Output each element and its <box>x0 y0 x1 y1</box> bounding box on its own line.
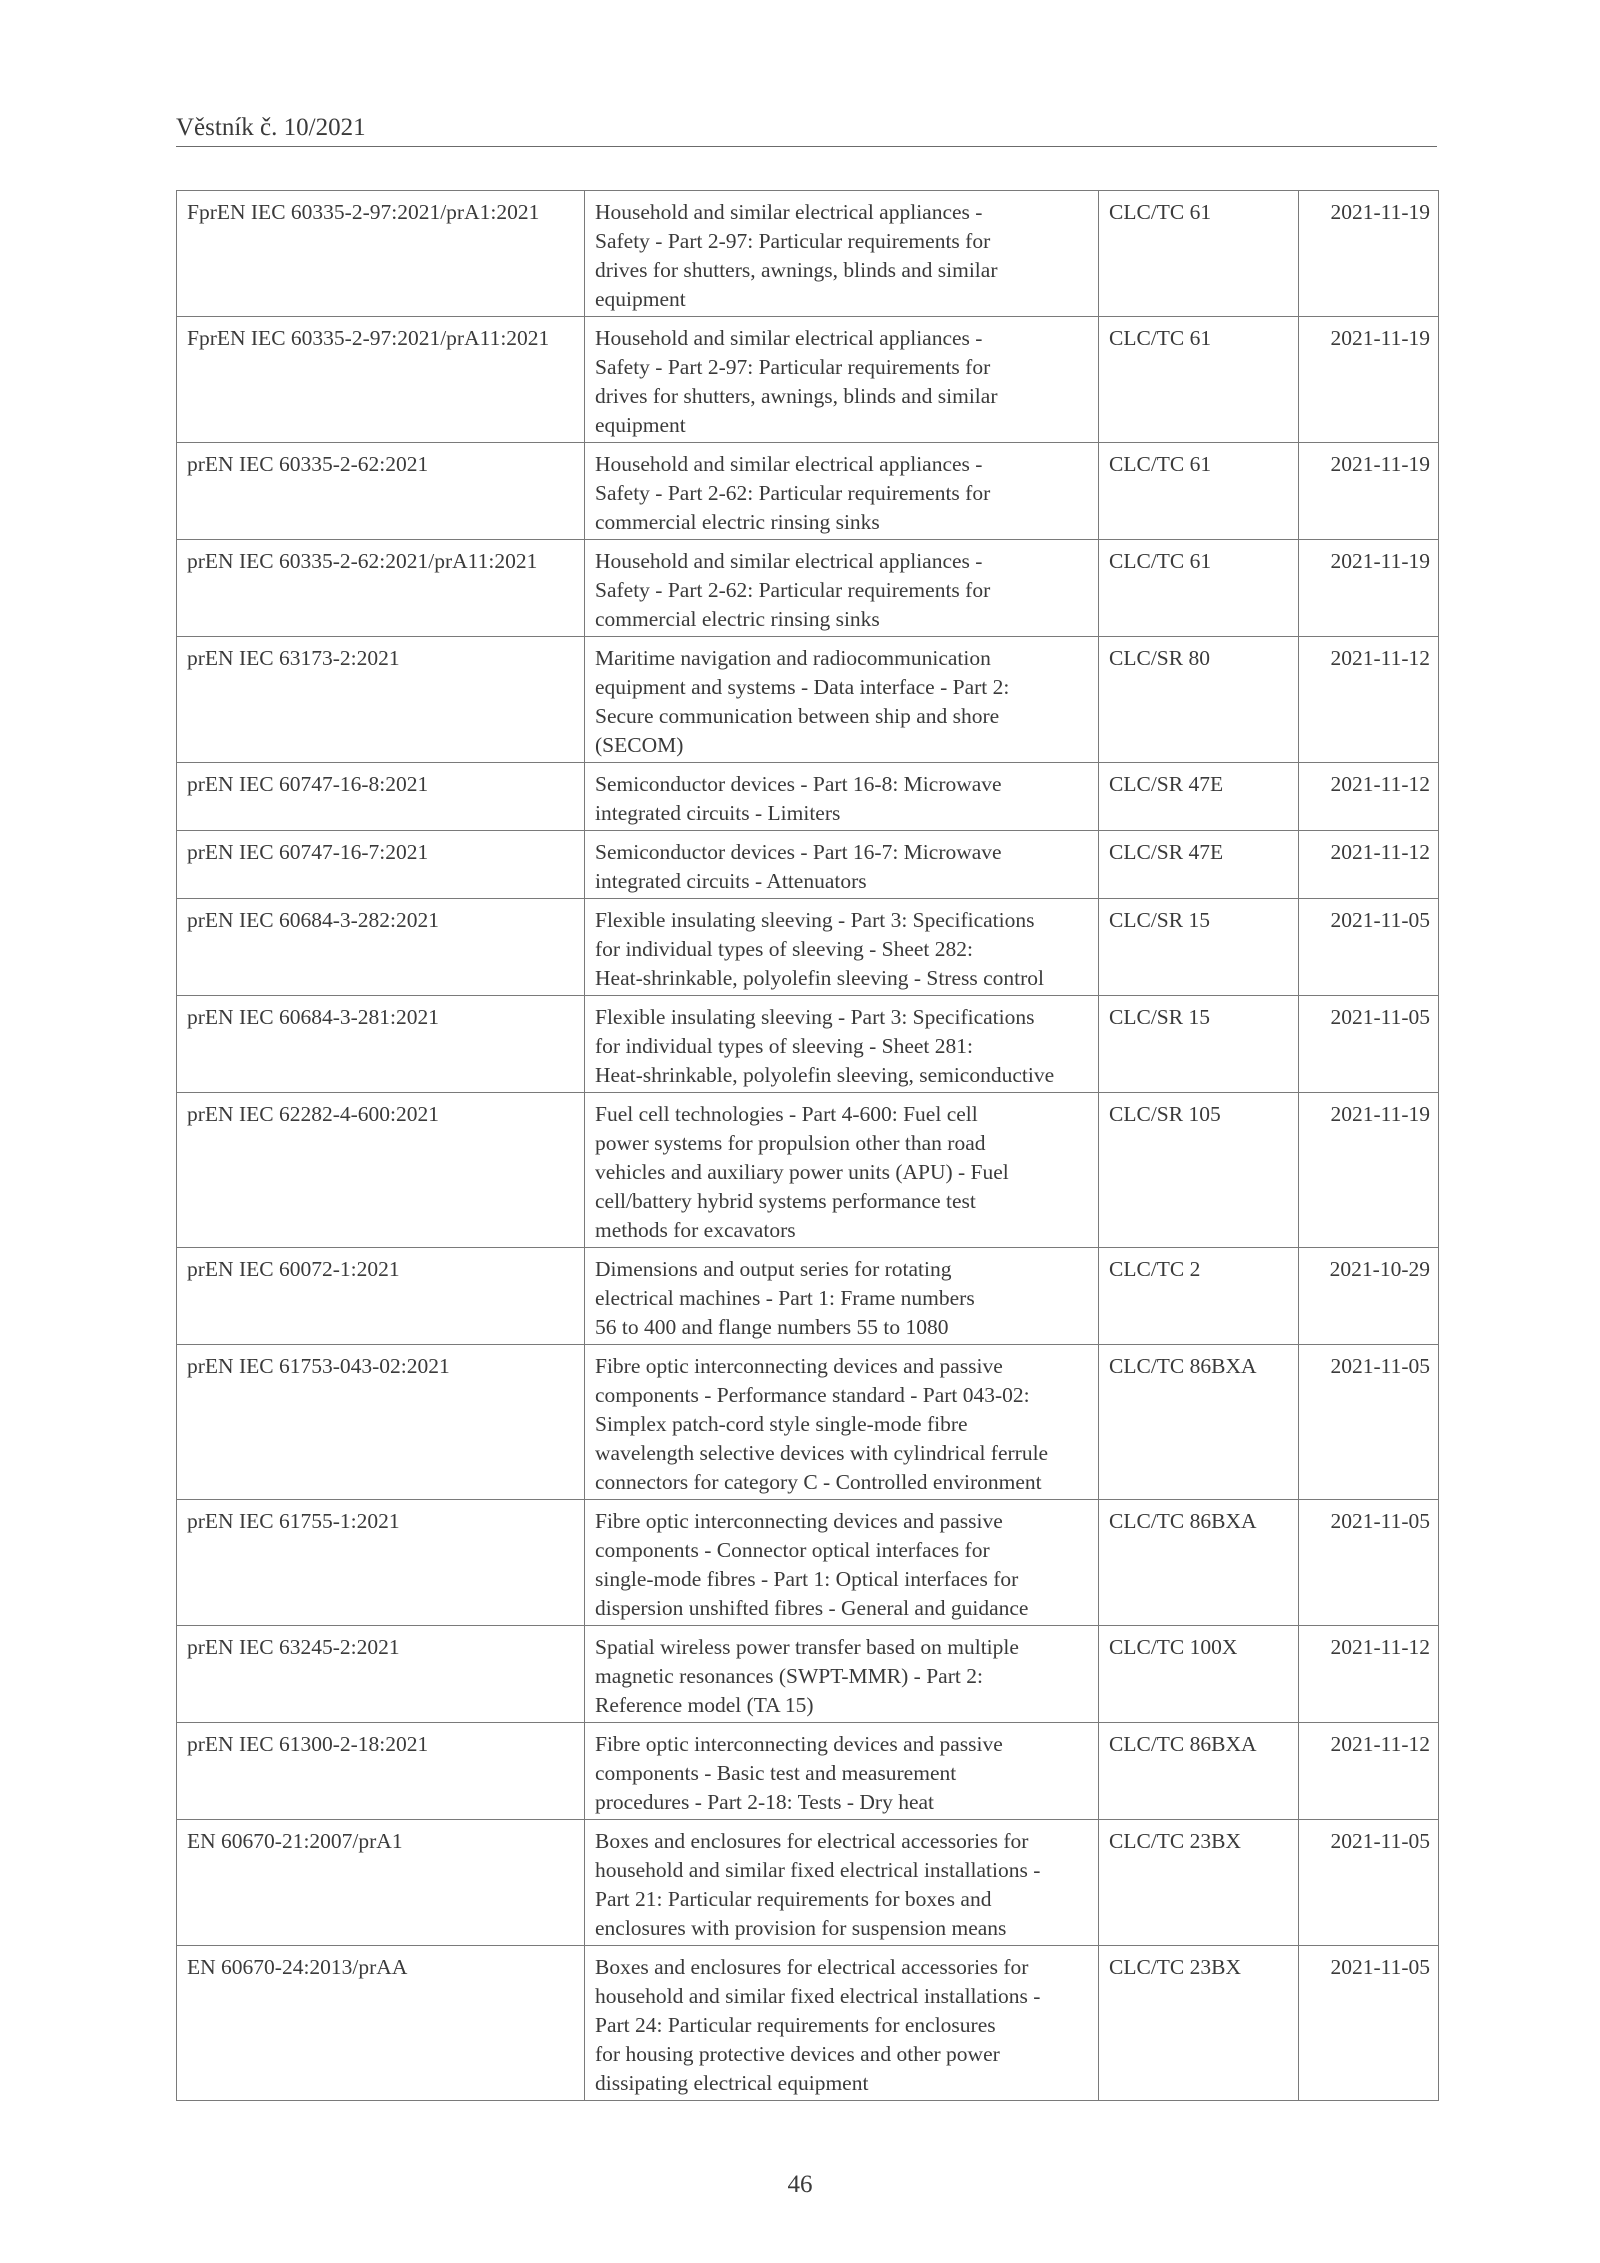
standard-title-line: vehicles and auxiliary power units (APU) - Fuel <box>595 1160 1009 1184</box>
standard-code: prEN IEC 60335-2-62:2021 <box>177 443 585 540</box>
standard-code: prEN IEC 63245-2:2021 <box>177 1626 585 1723</box>
technical-committee: CLC/TC 23BX <box>1099 1820 1299 1946</box>
standard-code: FprEN IEC 60335-2-97:2021/prA1:2021 <box>177 191 585 317</box>
standard-title-line: Boxes and enclosures for electrical accessories for <box>595 1829 1029 1853</box>
table-row <box>177 1723 1439 1820</box>
standard-title-line: Safety - Part 2-62: Particular requirements for <box>595 481 991 505</box>
standard-title <box>585 443 1099 540</box>
technical-committee: CLC/TC 86BXA <box>1099 1723 1299 1820</box>
standard-title-line: Part 21: Particular requirements for boxes and <box>595 1887 992 1911</box>
deadline-date: 2021-11-05 <box>1299 1946 1439 2101</box>
standard-title-line: procedures - Part 2-18: Tests - Dry heat <box>595 1790 935 1814</box>
standard-title-line: Secure communication between ship and shore <box>595 704 1000 728</box>
standard-title <box>585 899 1099 996</box>
standard-title <box>585 831 1099 899</box>
standards-table-body <box>177 191 1439 2101</box>
deadline-date: 2021-11-19 <box>1299 443 1439 540</box>
technical-committee: CLC/TC 86BXA <box>1099 1500 1299 1626</box>
deadline-date: 2021-11-19 <box>1299 540 1439 637</box>
standard-title <box>585 191 1099 317</box>
technical-committee: CLC/TC 86BXA <box>1099 1345 1299 1500</box>
standard-title-line: equipment and systems - Data interface - Part 2: <box>595 675 1010 699</box>
table-row <box>177 996 1439 1093</box>
standard-title-line: Fibre optic interconnecting devices and passive <box>595 1732 1003 1756</box>
standard-code: prEN IEC 61753-043-02:2021 <box>177 1345 585 1500</box>
table-row <box>177 637 1439 763</box>
standard-title-line: Maritime navigation and radiocommunication <box>595 646 991 670</box>
standard-title <box>585 1820 1099 1946</box>
standard-title-line: dispersion unshifted fibres - General and guidance <box>595 1596 1029 1620</box>
standard-title-line: Safety - Part 2-62: Particular requirements for <box>595 578 991 602</box>
technical-committee: CLC/TC 61 <box>1099 317 1299 443</box>
standard-title-line: Heat-shrinkable, polyolefin sleeving, semiconductive <box>595 1063 1055 1087</box>
standard-code: prEN IEC 60747-16-7:2021 <box>177 831 585 899</box>
technical-committee: CLC/TC 100X <box>1099 1626 1299 1723</box>
table-row <box>177 317 1439 443</box>
technical-committee: CLC/TC 61 <box>1099 191 1299 317</box>
standard-title-line: integrated circuits - Attenuators <box>595 869 867 893</box>
standard-title-line: integrated circuits - Limiters <box>595 801 841 825</box>
standard-title <box>585 1500 1099 1626</box>
standard-title-line: Safety - Part 2-97: Particular requirements for <box>595 355 991 379</box>
standard-title-line: magnetic resonances (SWPT-MMR) - Part 2: <box>595 1664 983 1688</box>
standard-title-line: single-mode fibres - Part 1: Optical interfaces for <box>595 1567 1019 1591</box>
standard-title-line: Flexible insulating sleeving - Part 3: Specifications <box>595 1005 1035 1029</box>
standard-title-line: Fibre optic interconnecting devices and passive <box>595 1354 1003 1378</box>
table-row <box>177 1248 1439 1345</box>
technical-committee: CLC/TC 23BX <box>1099 1946 1299 2101</box>
standard-title-line: Semiconductor devices - Part 16-8: Microwave <box>595 772 1002 796</box>
table-row <box>177 443 1439 540</box>
standard-title-line: equipment <box>595 413 686 437</box>
technical-committee: CLC/SR 47E <box>1099 763 1299 831</box>
standard-title <box>585 1946 1099 2101</box>
standard-title-line: Simplex patch-cord style single-mode fibre <box>595 1412 968 1436</box>
standard-title-line: Reference model (TA 15) <box>595 1693 814 1717</box>
standard-title <box>585 1345 1099 1500</box>
deadline-date: 2021-11-12 <box>1299 831 1439 899</box>
technical-committee: CLC/TC 61 <box>1099 443 1299 540</box>
standard-code: prEN IEC 63173-2:2021 <box>177 637 585 763</box>
deadline-date: 2021-11-12 <box>1299 763 1439 831</box>
deadline-date: 2021-11-19 <box>1299 191 1439 317</box>
standard-title-line: cell/battery hybrid systems performance test <box>595 1189 976 1213</box>
standard-title <box>585 1093 1099 1248</box>
deadline-date: 2021-11-05 <box>1299 1820 1439 1946</box>
technical-committee: CLC/SR 15 <box>1099 899 1299 996</box>
table-row <box>177 1820 1439 1946</box>
standard-title-line: equipment <box>595 287 686 311</box>
deadline-date: 2021-11-05 <box>1299 899 1439 996</box>
standard-code: prEN IEC 62282-4-600:2021 <box>177 1093 585 1248</box>
technical-committee: CLC/SR 47E <box>1099 831 1299 899</box>
standard-title-line: wavelength selective devices with cylindrical ferrule <box>595 1441 1049 1465</box>
standard-code: EN 60670-21:2007/prA1 <box>177 1820 585 1946</box>
standard-title-line: drives for shutters, awnings, blinds and similar <box>595 258 998 282</box>
deadline-date: 2021-11-12 <box>1299 1723 1439 1820</box>
table-row <box>177 831 1439 899</box>
standard-code: prEN IEC 61755-1:2021 <box>177 1500 585 1626</box>
standard-title-line: Household and similar electrical appliances - <box>595 549 983 573</box>
deadline-date: 2021-11-05 <box>1299 996 1439 1093</box>
standard-code: prEN IEC 60684-3-281:2021 <box>177 996 585 1093</box>
standard-title-line: electrical machines - Part 1: Frame numbers <box>595 1286 975 1310</box>
standard-title-line: 56 to 400 and flange numbers 55 to 1080 <box>595 1315 949 1339</box>
standard-code: prEN IEC 60335-2-62:2021/prA11:2021 <box>177 540 585 637</box>
standard-title-line: (SECOM) <box>595 733 684 757</box>
deadline-date: 2021-11-05 <box>1299 1345 1439 1500</box>
deadline-date: 2021-11-19 <box>1299 317 1439 443</box>
standard-title-line: drives for shutters, awnings, blinds and similar <box>595 384 998 408</box>
standard-title-line: components - Connector optical interfaces for <box>595 1538 990 1562</box>
page-number: 46 <box>787 2171 813 2198</box>
standard-code: EN 60670-24:2013/prAA <box>177 1946 585 2101</box>
table-row <box>177 1500 1439 1626</box>
standard-title-line: Safety - Part 2-97: Particular requirements for <box>595 229 991 253</box>
standard-title-line: components - Performance standard - Part 043-02: <box>595 1383 1030 1407</box>
standard-title-line: enclosures with provision for suspension means <box>595 1916 1007 1940</box>
standard-code: prEN IEC 61300-2-18:2021 <box>177 1723 585 1820</box>
deadline-date: 2021-11-05 <box>1299 1500 1439 1626</box>
standard-title-line: Household and similar electrical appliances - <box>595 200 983 224</box>
table-row <box>177 1345 1439 1500</box>
standard-title-line: Boxes and enclosures for electrical accessories for <box>595 1955 1029 1979</box>
standard-title-line: Fuel cell technologies - Part 4-600: Fuel cell <box>595 1102 978 1126</box>
table-row <box>177 191 1439 317</box>
standard-title <box>585 1626 1099 1723</box>
table-row <box>177 1093 1439 1248</box>
standard-title-line: for housing protective devices and other power <box>595 2042 1000 2066</box>
standard-title <box>585 996 1099 1093</box>
standard-title-line: Semiconductor devices - Part 16-7: Microwave <box>595 840 1002 864</box>
deadline-date: 2021-11-12 <box>1299 637 1439 763</box>
standard-title <box>585 637 1099 763</box>
standard-title <box>585 1248 1099 1345</box>
table-row <box>177 540 1439 637</box>
page-header-title: Věstník č. 10/2021 <box>176 113 1437 147</box>
technical-committee: CLC/SR 80 <box>1099 637 1299 763</box>
standard-title-line: Fibre optic interconnecting devices and passive <box>595 1509 1003 1533</box>
standard-title <box>585 540 1099 637</box>
standard-code: FprEN IEC 60335-2-97:2021/prA11:2021 <box>177 317 585 443</box>
standard-code: prEN IEC 60684-3-282:2021 <box>177 899 585 996</box>
standard-title <box>585 317 1099 443</box>
standard-title-line: household and similar fixed electrical installations - <box>595 1858 1041 1882</box>
deadline-date: 2021-10-29 <box>1299 1248 1439 1345</box>
technical-committee: CLC/SR 15 <box>1099 996 1299 1093</box>
standard-title-line: components - Basic test and measurement <box>595 1761 957 1785</box>
standard-title-line: Household and similar electrical appliances - <box>595 452 983 476</box>
technical-committee: CLC/TC 2 <box>1099 1248 1299 1345</box>
table-row <box>177 763 1439 831</box>
standard-title-line: power systems for propulsion other than road <box>595 1131 986 1155</box>
technical-committee: CLC/SR 105 <box>1099 1093 1299 1248</box>
standard-title-line: Flexible insulating sleeving - Part 3: Specifications <box>595 908 1035 932</box>
deadline-date: 2021-11-19 <box>1299 1093 1439 1248</box>
standard-title-line: commercial electric rinsing sinks <box>595 607 880 631</box>
standards-table <box>176 190 1439 2101</box>
standard-title-line: Dimensions and output series for rotating <box>595 1257 952 1281</box>
standard-title-line: Part 24: Particular requirements for enclosures <box>595 2013 996 2037</box>
table-row <box>177 1626 1439 1723</box>
table-row <box>177 899 1439 996</box>
standard-title <box>585 1723 1099 1820</box>
deadline-date: 2021-11-12 <box>1299 1626 1439 1723</box>
standard-title-line: connectors for category C - Controlled environment <box>595 1470 1042 1494</box>
standard-title-line: household and similar fixed electrical installations - <box>595 1984 1041 2008</box>
standard-title-line: Spatial wireless power transfer based on multiple <box>595 1635 1019 1659</box>
standard-title <box>585 763 1099 831</box>
table-row <box>177 1946 1439 2101</box>
standard-title-line: for individual types of sleeving - Sheet 282: <box>595 937 973 961</box>
standard-title-line: commercial electric rinsing sinks <box>595 510 880 534</box>
standard-title-line: for individual types of sleeving - Sheet 281: <box>595 1034 973 1058</box>
standard-title-line: dissipating electrical equipment <box>595 2071 869 2095</box>
standard-code: prEN IEC 60747-16-8:2021 <box>177 763 585 831</box>
standard-code: prEN IEC 60072-1:2021 <box>177 1248 585 1345</box>
standard-title-line: methods for excavators <box>595 1218 796 1242</box>
technical-committee: CLC/TC 61 <box>1099 540 1299 637</box>
standard-title-line: Household and similar electrical appliances - <box>595 326 983 350</box>
standard-title-line: Heat-shrinkable, polyolefin sleeving - Stress control <box>595 966 1045 990</box>
